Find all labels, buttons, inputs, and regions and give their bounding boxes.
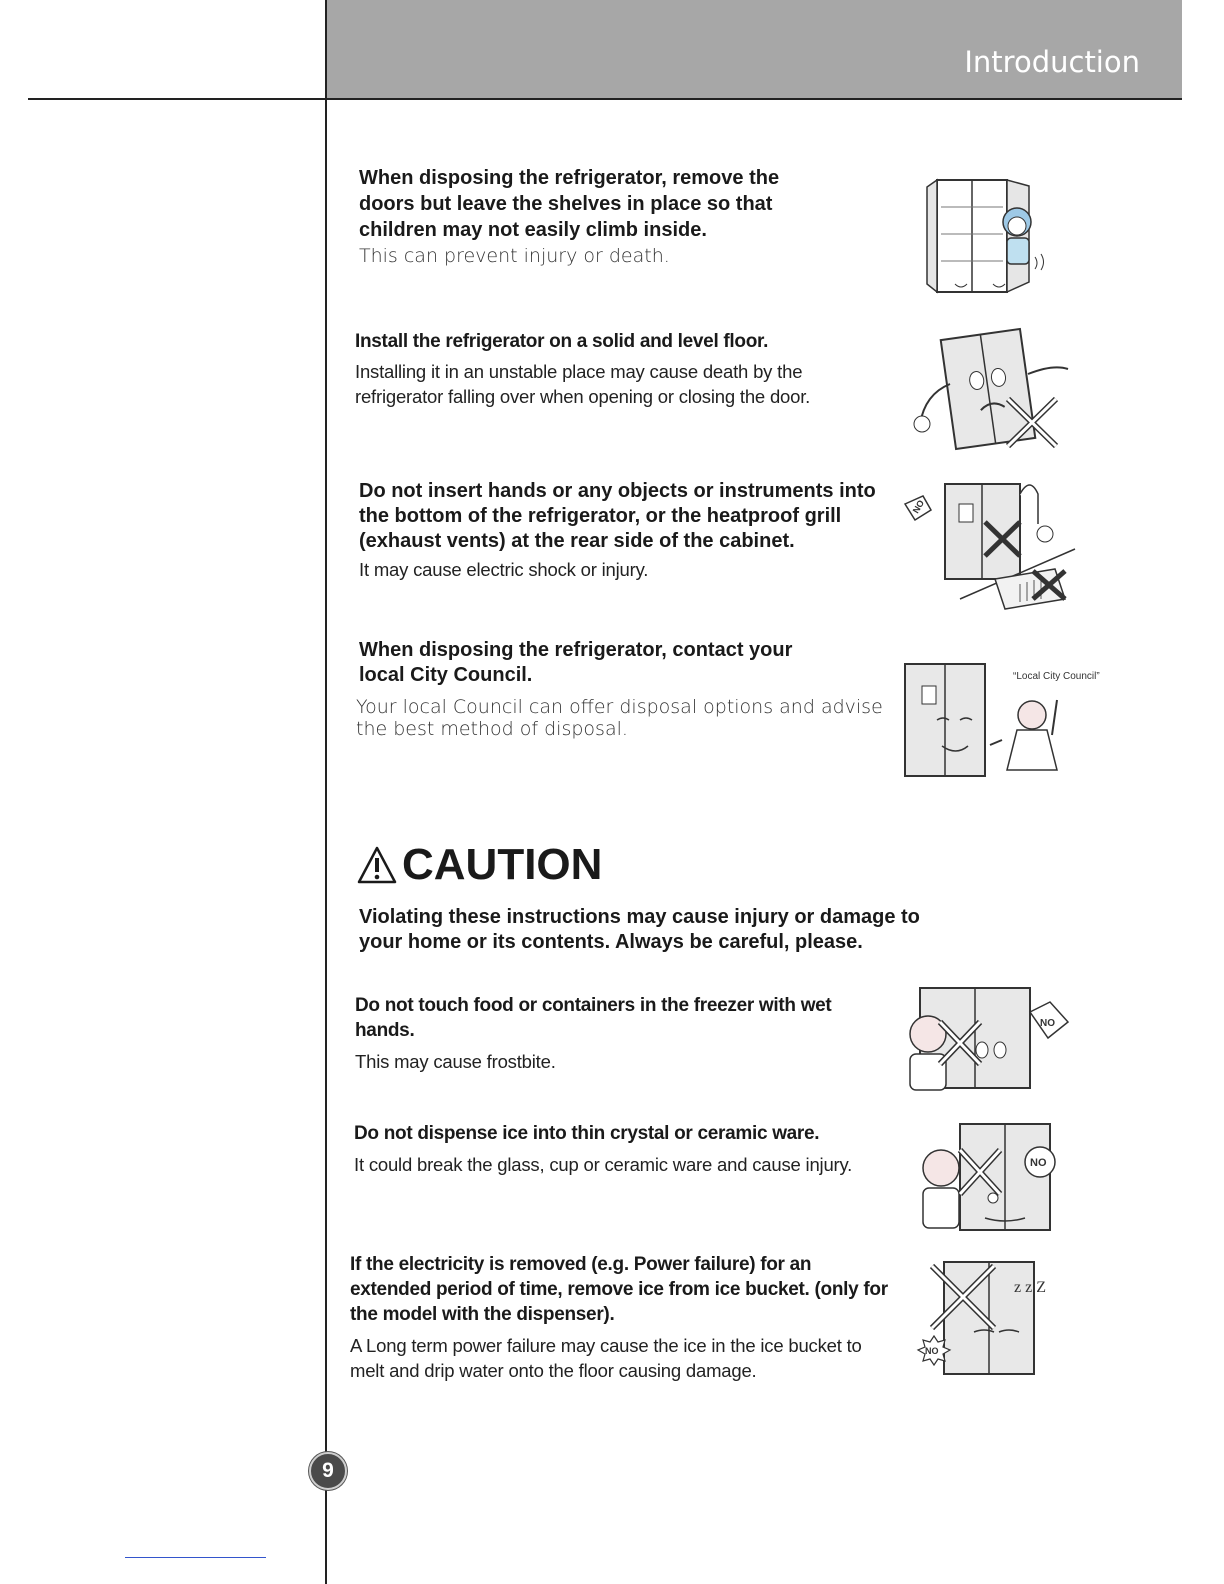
no-label: NO [925,1346,939,1356]
warning-triangle-icon [356,845,398,885]
warning-body: Installing it in an unstable place may cause death by the refrigerator falling over when opening or closing the door. [355,361,811,407]
hands-in-vent-illustration [895,474,1080,619]
warning-heading: When disposing the refrigerator, contact your local City Council. [359,639,793,686]
warning-heading: When disposing the refrigerator, remove the doors but leave the shelves in place so that children may not easily climb inside. [359,167,780,241]
fridge-doors-child-illustration [925,172,1055,304]
caution-heading: Do not dispense ice into thin crystal or ceramic ware. [354,1123,820,1144]
wet-hands-illustration [900,982,1080,1104]
header-band [327,0,1182,98]
crystal-ware-illustration [915,1118,1065,1236]
warning-item [359,638,829,688]
warning-body: This can prevent injury or death. [359,245,670,267]
header-rule [28,98,1182,100]
falling-fridge-illustration [908,324,1078,454]
illustration-caption: “Local City Council” [1013,671,1100,682]
warning-heading: Do not insert hands or any objects or instruments into the bottom of the refrigerator, or the heatproof grill (exhaust vents) at the rear side of the cabinet. [359,480,876,552]
no-label: NO [910,498,927,515]
caution-item [354,1121,894,1177]
warning-item [355,329,875,409]
caution-item [350,1252,895,1383]
city-council-illustration [902,660,1082,785]
warning-item [359,165,809,268]
caution-item [355,993,875,1074]
caution-heading: Do not touch food or containers in the freezer with wet hands. [355,995,832,1041]
no-label: NO [1040,1018,1055,1029]
caution-body: A Long term power failure may cause the ice in the ice bucket to melt and drip water onto the floor causing damage. [350,1335,862,1381]
sleep-marks: z z Z [1014,1279,1046,1296]
warning-body: It may cause electric shock or injury. [359,559,649,580]
margin-rule [325,0,327,1584]
page-number-badge: 9 [309,1452,347,1490]
warning-item [359,479,879,582]
caution-title-text: CAUTION [402,840,603,889]
section-title: Introduction [964,45,1140,79]
footer-link-line [125,1557,266,1558]
warning-body: Your local Council can offer disposal options and advise the best method of disposal. [356,696,883,740]
no-label: NO [1030,1157,1047,1169]
caution-body: It could break the glass, cup or ceramic ware and cause injury. [354,1154,853,1175]
caution-title [356,840,602,890]
power-failure-illustration [914,1256,1064,1386]
caution-heading: If the electricity is removed (e.g. Power failure) for an extended period of time, remove ice from ice bucket. (only for the model with the dispenser). [350,1254,888,1325]
warning-heading: Install the refrigerator on a solid and level floor. [355,331,769,352]
caution-intro: Violating these instructions may cause injury or damage to your home or its contents. Always be careful, please. [359,906,920,953]
caution-body: This may cause frostbite. [355,1051,556,1072]
